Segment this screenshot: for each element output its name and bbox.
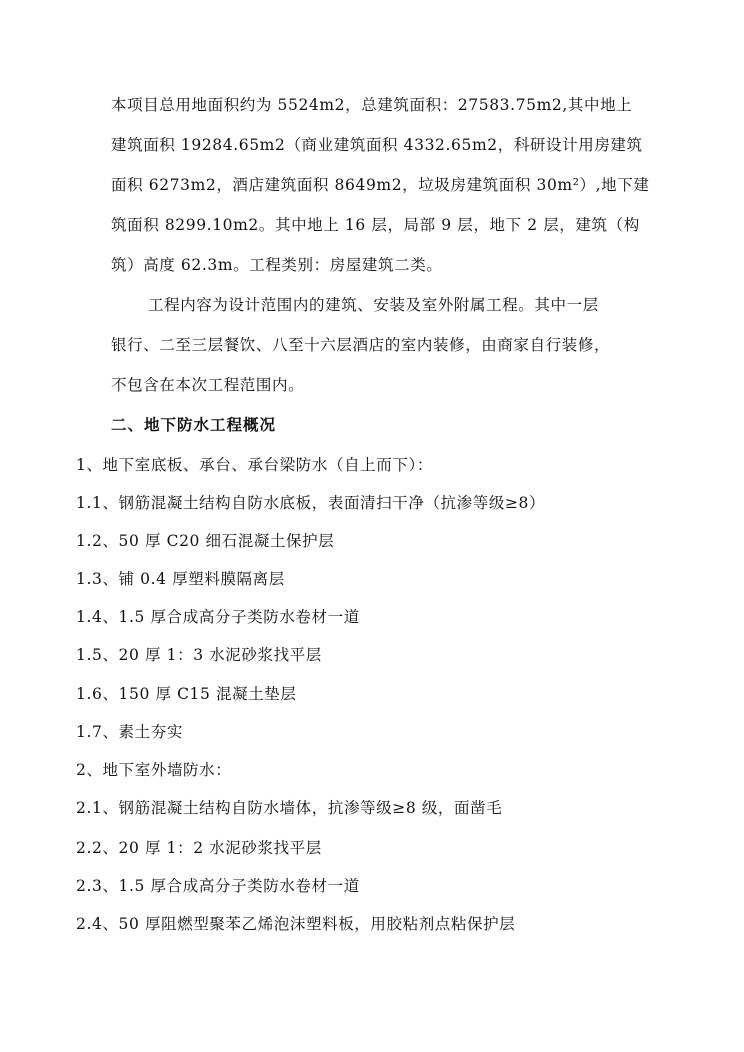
list-item: 1.4、1.5 厚合成高分子类防水卷材一道 xyxy=(76,608,360,626)
list-item: 2.4、50 厚阻燃型聚苯乙烯泡沫塑料板，用胶粘剂点粘保护层 xyxy=(76,915,516,933)
paragraph-line: 筑面积 8299.10m2。其中地上 16 层，局部 9 层，地下 2 层，建筑（构 xyxy=(111,216,640,234)
list-item: 1.1、钢筋混凝土结构自防水底板，表面清扫干净（抗渗等级≥8） xyxy=(76,494,546,512)
list-item: 1.2、50 厚 C20 细石混凝土保护层 xyxy=(76,532,335,550)
list-item: 2、地下室外墙防水： xyxy=(76,761,232,779)
list-item: 2.1、钢筋混凝土结构自防水墙体，抗渗等级≥8 级，面凿毛 xyxy=(76,799,503,817)
paragraph-line: 不包含在本次工程范围内。 xyxy=(111,376,305,394)
paragraph-line: 面积 6273m2，酒店建筑面积 8649m2，垃圾房建筑面积 30m²）,地下建 xyxy=(111,176,650,194)
section-heading: 二、地下防水工程概况 xyxy=(111,415,277,434)
paragraph-line: 筑）高度 62.3m。工程类别：房屋建筑二类。 xyxy=(111,256,443,274)
paragraph-line: 本项目总用地面积约为 5524m2，总建筑面积：27583.75m2,其中地上 xyxy=(111,96,633,114)
paragraph-line: 工程内容为设计范围内的建筑、安装及室外附属工程。其中一层 xyxy=(148,296,599,314)
list-item: 1.7、素土夯实 xyxy=(76,723,183,741)
list-item: 1.5、20 厚 1：3 水泥砂浆找平层 xyxy=(76,646,322,664)
list-item: 2.2、20 厚 1：2 水泥砂浆找平层 xyxy=(76,839,322,857)
paragraph-line: 银行、二至三层餐饮、八至十六层酒店的室内装修，由商家自行装修， xyxy=(111,336,611,354)
list-item: 1.6、150 厚 C15 混凝土垫层 xyxy=(76,685,297,703)
list-item: 1、地下室底板、承台、承台梁防水（自上而下）： xyxy=(76,456,433,474)
paragraph-line: 建筑面积 19284.65m2（商业建筑面积 4332.65m2，科研设计用房建筑 xyxy=(111,136,643,154)
list-item: 1.3、铺 0.4 厚塑料膜隔离层 xyxy=(76,570,285,588)
list-item: 2.3、1.5 厚合成高分子类防水卷材一道 xyxy=(76,877,360,895)
